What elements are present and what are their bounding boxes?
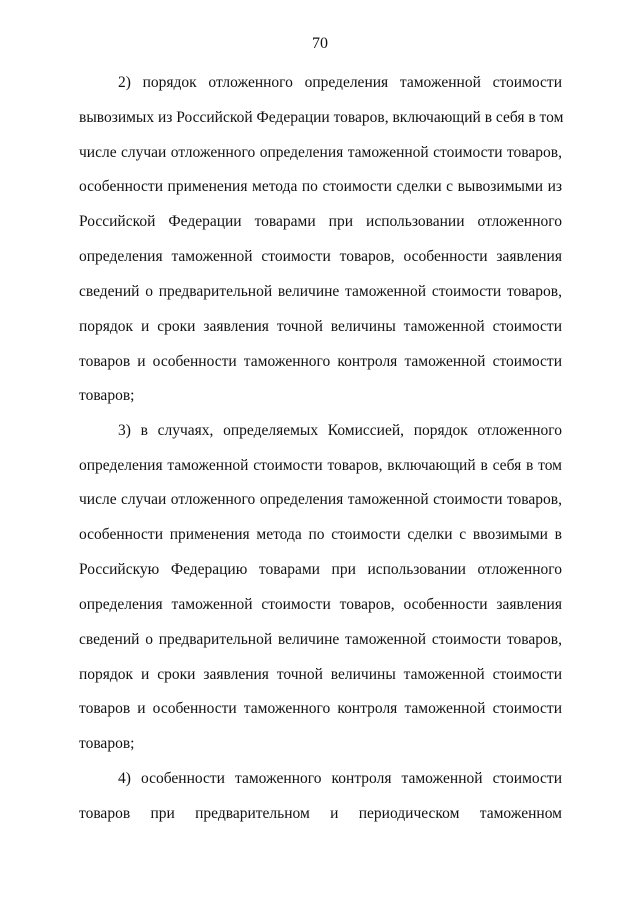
page-number: 70 [312, 35, 328, 52]
text-line: 3) в случаях, определяемых Комиссией, порядок отложенного [118, 422, 562, 439]
text-line: определения таможенной стоимости товаров, включающий в себя в том [79, 457, 562, 474]
text-line: товаров и особенности таможенного контроля таможенной стоимости [79, 700, 562, 717]
text-line: 4) особенности таможенного контроля таможенной стоимости [118, 770, 562, 787]
text-line: числе случаи отложенного определения таможенной стоимости товаров, [79, 491, 562, 508]
text-line: сведений о предварительной величине таможенной стоимости товаров, [79, 631, 562, 648]
text-line: товаров и особенности таможенного контроля таможенной стоимости [79, 353, 562, 370]
text-line: Российской Федерации товарами при использовании отложенного [79, 213, 562, 230]
text-line: определения таможенной стоимости товаров, особенности заявления [79, 248, 562, 265]
text-line: определения таможенной стоимости товаров, особенности заявления [79, 596, 562, 613]
text-line: особенности применения метода по стоимости сделки с вывозимыми из [79, 178, 562, 195]
text-line: порядок и сроки заявления точной величины таможенной стоимости [79, 666, 562, 683]
text-line: товаров; [79, 735, 135, 752]
text-line: 2) порядок отложенного определения таможенной стоимости [118, 74, 562, 91]
text-line: Российскую Федерацию товарами при использовании отложенного [79, 561, 562, 578]
text-line: порядок и сроки заявления точной величины таможенной стоимости [79, 318, 562, 335]
text-line: особенности применения метода по стоимости сделки с ввозимыми в [79, 526, 562, 543]
text-line: числе случаи отложенного определения таможенной стоимости товаров, [79, 144, 562, 161]
text-line: сведений о предварительной величине таможенной стоимости товаров, [79, 283, 562, 300]
text-line: товаров при предварительном и периодическом таможенном [79, 805, 562, 822]
text-line: вывозимых из Российской Федерации товаров, включающий в себя в том [79, 109, 564, 126]
text-line: товаров; [79, 387, 135, 404]
